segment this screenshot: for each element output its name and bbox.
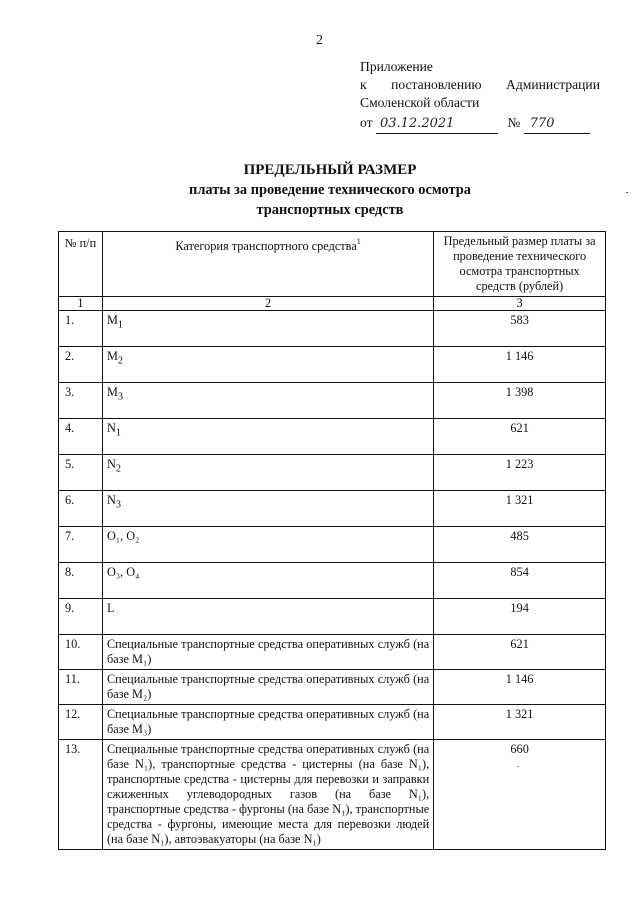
row-number: 3. bbox=[59, 383, 103, 419]
row-fee: 1 146 bbox=[434, 347, 606, 383]
row-category: $N_1$ bbox=[102, 419, 433, 455]
row-fee: 194 bbox=[434, 599, 606, 635]
row-category: $M_2$ bbox=[102, 347, 433, 383]
row-number: 4. bbox=[59, 419, 103, 455]
appendix-to: к bbox=[360, 77, 367, 92]
row-category: $N_3$ bbox=[102, 491, 433, 527]
fee-table bbox=[58, 231, 606, 850]
table-row bbox=[59, 740, 606, 850]
row-category: O₁, O₂ bbox=[102, 527, 433, 563]
title-line2: платы за проведение технического осмотра bbox=[189, 182, 471, 198]
row-category: Специальные транспортные средства оперативных служб (на базе M₁) bbox=[102, 635, 433, 670]
row-fee: 583 bbox=[434, 311, 606, 347]
row-category: $M_3$ bbox=[102, 383, 433, 419]
appendix-label: Приложение bbox=[360, 59, 433, 74]
table-row bbox=[59, 455, 606, 491]
row-number: 8. bbox=[59, 563, 103, 599]
row-number: 12. bbox=[59, 705, 103, 740]
row-category: $N_2$ bbox=[102, 455, 433, 491]
row-category: O₃, O₄ bbox=[102, 563, 433, 599]
table-row bbox=[59, 563, 606, 599]
row-fee: 854 bbox=[434, 563, 606, 599]
header-fee: Предельный размер платы за проведение технического осмотра транспортных средств (рублей) bbox=[434, 232, 606, 297]
row-category: Специальные транспортные средства оперативных служб (на базе M₃) bbox=[102, 705, 433, 740]
row-number: 11. bbox=[59, 670, 103, 705]
row-category: Специальные транспортные средства оперативных служб (на базе M₂) bbox=[102, 670, 433, 705]
appendix-block bbox=[360, 58, 600, 134]
row-number: 5. bbox=[59, 455, 103, 491]
table-row bbox=[59, 670, 606, 705]
row-fee: 1 398 bbox=[434, 383, 606, 419]
document-title bbox=[0, 160, 639, 220]
table-row bbox=[59, 347, 606, 383]
handwritten-number: 770 bbox=[529, 116, 555, 131]
handwritten-date: 03.12.2021 bbox=[379, 116, 455, 131]
appendix-line2 bbox=[360, 76, 600, 94]
row-number: 2. bbox=[59, 347, 103, 383]
title-line3: транспортных средств bbox=[256, 202, 404, 218]
table-row bbox=[59, 383, 606, 419]
appendix-administration: Администрации bbox=[506, 77, 600, 92]
footnote-mark: 1 bbox=[356, 237, 361, 246]
row-fee: 1 146 bbox=[434, 670, 606, 705]
row-number: 7. bbox=[59, 527, 103, 563]
row-category: Специальные транспортные средства оперативных служб (на базе N₁), транспортные средства - цистерны (на базе N₁), транспортные средства - цистерны для перевозки и заправки сжиженных углеводородных газов (на базе N₁), транспортные средства - фургоны (на базе N₁), транспортные средства - фургоны, имеющие места для перевозки людей (на базе N₁), автоэвакуаторы (на базе N₁) bbox=[102, 740, 433, 850]
table-row bbox=[59, 419, 606, 455]
header-category: Категория транспортного средства$^1$ bbox=[102, 232, 433, 297]
row-fee: 621 bbox=[434, 419, 606, 455]
row-fee: 621 bbox=[434, 635, 606, 670]
appendix-date-row bbox=[360, 114, 600, 134]
column-number: 1 bbox=[59, 297, 103, 311]
table-row bbox=[59, 599, 606, 635]
row-fee: 485 bbox=[434, 527, 606, 563]
row-number: 9. bbox=[59, 599, 103, 635]
table-row bbox=[59, 705, 606, 740]
page-number: 2 bbox=[316, 33, 323, 48]
row-number: 10. bbox=[59, 635, 103, 670]
appendix-resolution: постановлению bbox=[391, 77, 482, 92]
number-prefix: № bbox=[507, 115, 521, 130]
table-header-row bbox=[59, 232, 606, 297]
row-fee: 1 321 bbox=[434, 491, 606, 527]
column-number: 2 bbox=[102, 297, 433, 311]
row-category: L bbox=[102, 599, 433, 635]
table-row bbox=[59, 311, 606, 347]
row-fee: 1 321 bbox=[434, 705, 606, 740]
row-number: 6. bbox=[59, 491, 103, 527]
column-number-row bbox=[59, 297, 606, 311]
title-line1: ПРЕДЕЛЬНЫЙ РАЗМЕР bbox=[243, 162, 417, 178]
row-number: 13. bbox=[59, 740, 103, 850]
appendix-region: Смоленской области bbox=[360, 95, 480, 110]
date-prefix: от bbox=[360, 115, 373, 130]
header-number: № п/п bbox=[59, 232, 103, 297]
row-number: 1. bbox=[59, 311, 103, 347]
row-fee: 1 223 bbox=[434, 455, 606, 491]
row-fee: 660 bbox=[434, 740, 606, 850]
table-row bbox=[59, 527, 606, 563]
scan-speck bbox=[626, 192, 628, 193]
column-number: 3 bbox=[434, 297, 606, 311]
table-row bbox=[59, 491, 606, 527]
table-row bbox=[59, 635, 606, 670]
row-category: $M_1$ bbox=[102, 311, 433, 347]
